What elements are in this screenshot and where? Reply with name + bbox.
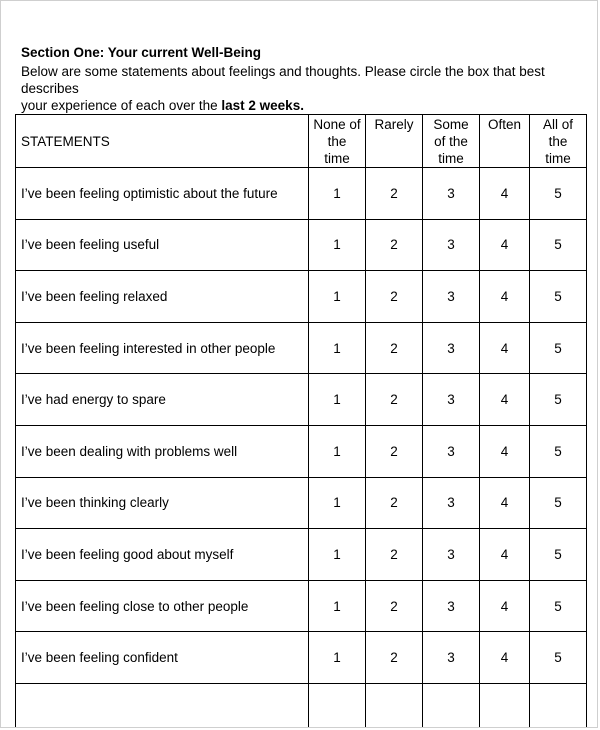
score-option-5[interactable]: 5 — [530, 580, 587, 632]
score-option-5[interactable]: 5 — [530, 219, 587, 271]
score-option-4[interactable]: 4 — [480, 425, 530, 477]
score-option-5[interactable]: 5 — [530, 322, 587, 374]
table-row — [16, 580, 587, 632]
score-option-3[interactable]: 3 — [423, 374, 480, 426]
statement-cell: I’ve been feeling good about myself — [16, 529, 309, 581]
scale-header-line: Rarely — [374, 117, 414, 132]
table-row — [16, 168, 587, 220]
statement-cell: I’ve been feeling useful — [16, 219, 309, 271]
score-option-3[interactable]: 3 — [423, 219, 480, 271]
scale-header-line: None of — [313, 117, 361, 132]
score-option-2[interactable]: 2 — [366, 529, 423, 581]
score-option-3[interactable]: 3 — [423, 271, 480, 323]
table-header-row — [16, 115, 587, 168]
table-row — [16, 632, 587, 684]
statement-cell: I’ve had energy to spare — [16, 374, 309, 426]
score-option-2[interactable]: 2 — [366, 168, 423, 220]
table-row — [16, 477, 587, 529]
score-option-2[interactable]: 2 — [366, 219, 423, 271]
empty-cell — [480, 683, 530, 727]
score-option-2[interactable]: 2 — [366, 322, 423, 374]
score-option-1[interactable]: 1 — [309, 322, 366, 374]
table-row — [16, 322, 587, 374]
scale-header-none — [309, 115, 366, 168]
score-option-5[interactable]: 5 — [530, 168, 587, 220]
score-option-5[interactable]: 5 — [530, 477, 587, 529]
score-option-2[interactable]: 2 — [366, 425, 423, 477]
statements-header: STATEMENTS — [16, 115, 309, 168]
scale-header-some — [423, 115, 480, 168]
empty-cell — [530, 683, 587, 727]
score-option-5[interactable]: 5 — [530, 271, 587, 323]
score-option-1[interactable]: 1 — [309, 477, 366, 529]
score-option-5[interactable]: 5 — [530, 374, 587, 426]
scale-header-line: Often — [487, 117, 522, 132]
score-option-4[interactable]: 4 — [480, 580, 530, 632]
statement-cell: I’ve been feeling confident — [16, 632, 309, 684]
table-row — [16, 374, 587, 426]
score-option-2[interactable]: 2 — [366, 632, 423, 684]
score-option-3[interactable]: 3 — [423, 632, 480, 684]
table-row — [16, 529, 587, 581]
table-row — [16, 271, 587, 323]
score-option-2[interactable]: 2 — [366, 374, 423, 426]
scale-header-line: of the — [434, 134, 468, 149]
score-option-4[interactable]: 4 — [480, 529, 530, 581]
score-option-5[interactable]: 5 — [530, 632, 587, 684]
score-option-1[interactable]: 1 — [309, 425, 366, 477]
score-option-1[interactable]: 1 — [309, 219, 366, 271]
empty-cell — [309, 683, 366, 727]
score-option-4[interactable]: 4 — [480, 632, 530, 684]
table-row — [16, 425, 587, 477]
statement-cell: I’ve been thinking clearly — [16, 477, 309, 529]
score-option-1[interactable]: 1 — [309, 529, 366, 581]
score-option-4[interactable]: 4 — [480, 219, 530, 271]
score-option-3[interactable]: 3 — [423, 529, 480, 581]
scale-header-line: Some — [433, 117, 469, 132]
scale-header-often — [480, 115, 530, 168]
section-heading: Section One: Your current Well-Being — [21, 45, 262, 60]
section-intro — [21, 63, 591, 114]
statement-cell: I’ve been feeling interested in other people — [16, 322, 309, 374]
statement-cell: I’ve been feeling relaxed — [16, 271, 309, 323]
statement-cell: I’ve been feeling optimistic about the future — [16, 168, 309, 220]
scale-header-line: the — [548, 134, 568, 149]
score-option-3[interactable]: 3 — [423, 477, 480, 529]
statement-cell: I’ve been dealing with problems well — [16, 425, 309, 477]
score-option-1[interactable]: 1 — [309, 374, 366, 426]
score-option-4[interactable]: 4 — [480, 477, 530, 529]
score-option-2[interactable]: 2 — [366, 477, 423, 529]
score-option-1[interactable]: 1 — [309, 271, 366, 323]
scale-header-line: time — [545, 151, 571, 166]
table-row — [16, 219, 587, 271]
score-option-1[interactable]: 1 — [309, 580, 366, 632]
score-option-3[interactable]: 3 — [423, 580, 480, 632]
scale-header-line: All of — [542, 117, 573, 132]
score-option-2[interactable]: 2 — [366, 580, 423, 632]
scale-header-line: time — [438, 151, 464, 166]
score-option-3[interactable]: 3 — [423, 322, 480, 374]
intro-emphasis: last 2 weeks. — [221, 98, 304, 113]
scale-header-all — [530, 115, 587, 168]
score-option-5[interactable]: 5 — [530, 425, 587, 477]
score-option-1[interactable]: 1 — [309, 632, 366, 684]
empty-cell — [366, 683, 423, 727]
score-option-1[interactable]: 1 — [309, 168, 366, 220]
score-option-4[interactable]: 4 — [480, 168, 530, 220]
score-option-3[interactable]: 3 — [423, 168, 480, 220]
scale-header-rarely — [366, 115, 423, 168]
score-option-4[interactable]: 4 — [480, 271, 530, 323]
intro-line-1: Below are some statements about feelings and thoughts. Please circle the box that best describes — [21, 64, 545, 96]
table-row-cutoff — [16, 683, 587, 727]
score-option-4[interactable]: 4 — [480, 374, 530, 426]
scale-header-line: time — [324, 151, 350, 166]
score-option-2[interactable]: 2 — [366, 271, 423, 323]
score-option-4[interactable]: 4 — [480, 322, 530, 374]
score-option-5[interactable]: 5 — [530, 529, 587, 581]
score-option-3[interactable]: 3 — [423, 425, 480, 477]
statement-cell: I’ve been feeling close to other people — [16, 580, 309, 632]
empty-cell — [16, 683, 309, 727]
intro-line-2-prefix: your experience of each over the — [21, 98, 218, 113]
wellbeing-table — [15, 114, 587, 727]
scale-header-line: the — [327, 134, 347, 149]
empty-cell — [423, 683, 480, 727]
